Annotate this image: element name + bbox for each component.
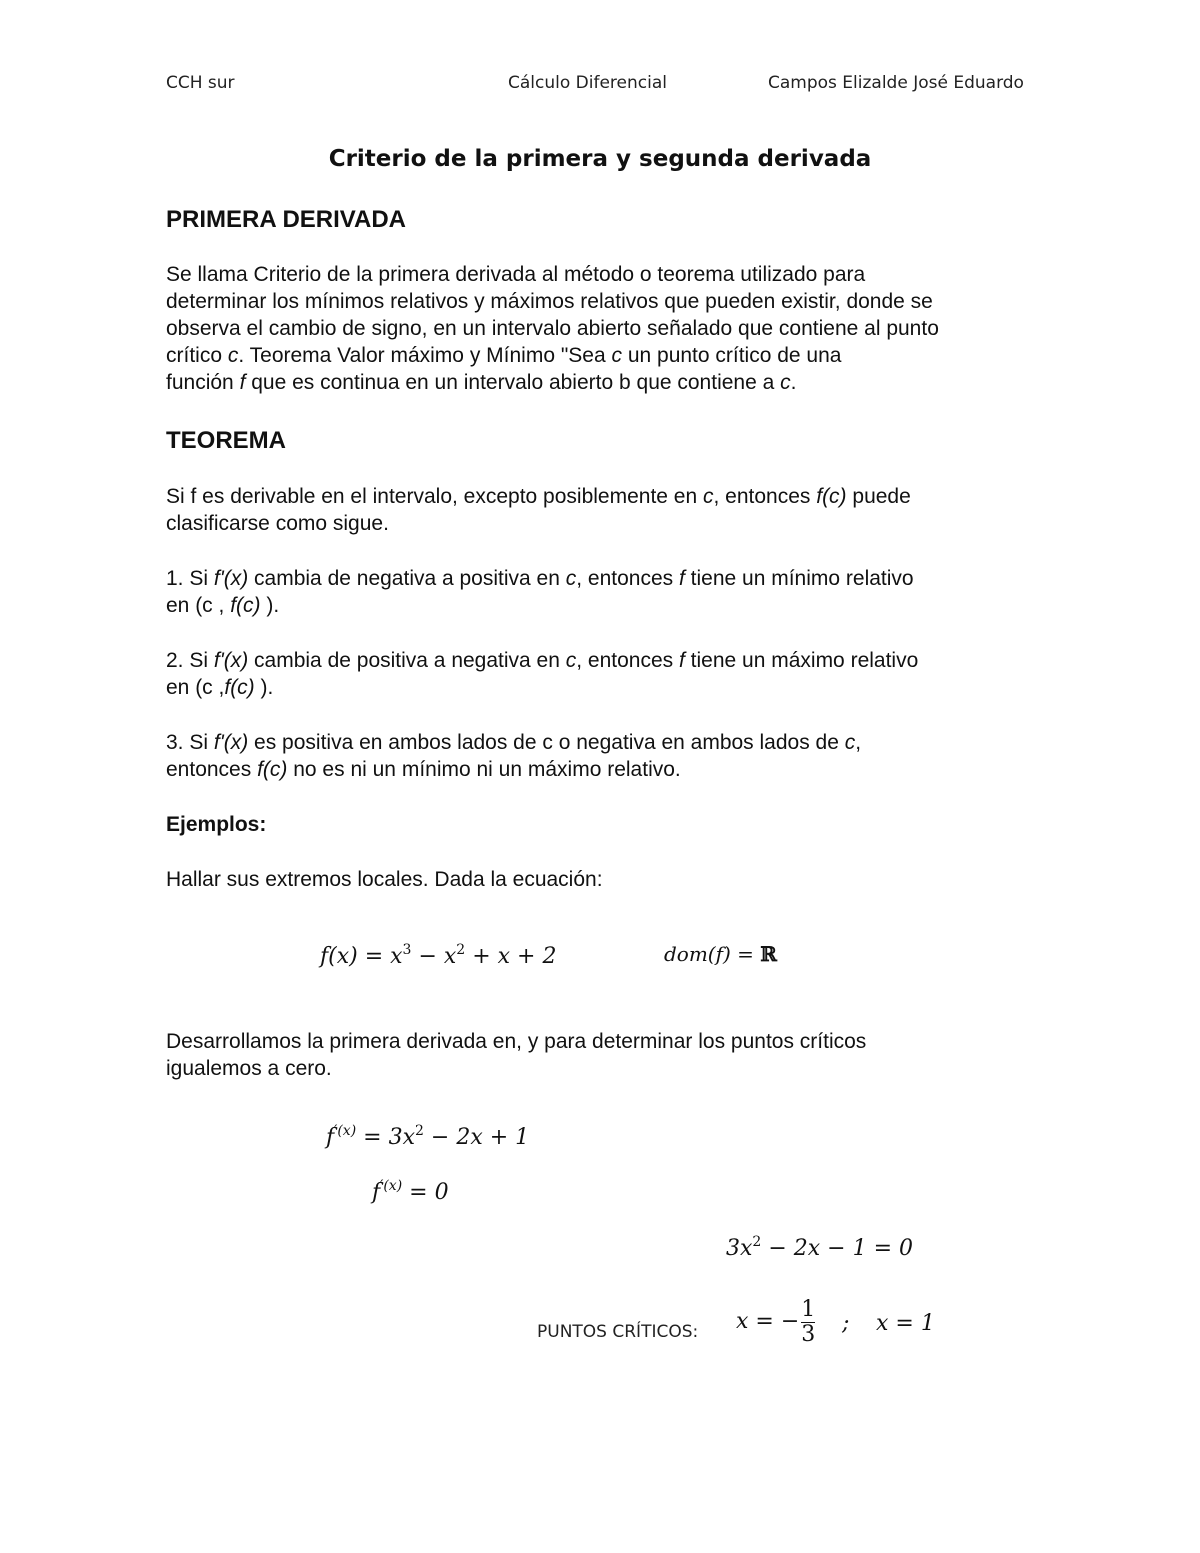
text-run: tiene un máximo relativo [684,649,919,672]
math-var-c: c [611,344,622,367]
math-exponent: 2 [456,942,466,958]
theorem-item-3 [166,729,861,756]
text-run: ). [254,676,274,699]
math-var-c: c [565,567,577,590]
math-run: x = − [736,1309,800,1334]
math-var-c: c [565,649,577,672]
math-run: − 2x − 1 = 0 [761,1236,913,1261]
page-title: Criterio de la primera y segunda derivada [328,146,872,172]
math-var-c: c [844,731,856,754]
math-var-c: c [227,344,239,367]
paragraph-line [166,483,911,510]
text-run: entonces [166,758,258,781]
equation-quadratic [726,1234,913,1261]
text-run: cambia de positiva a negativa en [248,649,566,672]
text-run: , [855,731,862,754]
text-run: no es ni un mínimo ni un máximo relativo. [287,758,681,781]
fraction-denominator: 3 [801,1321,816,1347]
equation-domain [664,942,777,966]
examples-heading: Ejemplos: [166,813,267,836]
math-superscript: ′(x) [380,1178,403,1194]
paragraph-line: igualemos a cero. [166,1057,332,1080]
math-expr-fpx: f'(x) [213,731,249,754]
header-right: Campos Elizalde José Eduardo [768,73,1024,93]
paragraph-line [166,342,841,369]
theorem-item-2-line2 [166,674,273,701]
critical-point-x2: x = 1 [876,1311,935,1336]
math-expr-fpx: f'(x) [213,649,249,672]
text-run: un punto crítico de una [621,344,842,367]
math-var-c: c [780,371,791,394]
math-var-f: f [678,649,685,672]
theorem-item-2 [166,647,918,674]
math-var-c: c [703,485,714,508]
paragraph-line: determinar los mínimos relativos y máximos relativos que pueden existir, donde se [166,290,933,313]
theorem-item-1 [166,565,914,592]
text-run: . [790,371,797,394]
equation-fx [320,942,556,969]
text-run: ). [260,594,280,617]
math-superscript: ′(x) [334,1123,357,1139]
real-numbers-symbol: ℝ [760,942,777,966]
fraction-numerator: 1 [801,1296,816,1322]
text-run: puede [846,485,911,508]
critical-point-x1 [736,1290,817,1354]
math-run: + x + 2 [465,944,557,969]
text-run: 2. Si [166,649,214,672]
math-exponent: 3 [402,942,412,958]
math-var-f: f [678,567,685,590]
paragraph-line: Desarrollamos la primera derivada en, y para determinar los puntos críticos [166,1030,867,1053]
critical-separator: ; [842,1311,850,1336]
math-run: 3x [726,1236,753,1261]
text-run: , entonces [576,567,679,590]
text-run: . Teorema Valor máximo y Mínimo "Sea [238,344,612,367]
text-run: crítico [166,344,228,367]
critical-points-label: PUNTOS CRÍTICOS: [537,1322,699,1342]
math-expr-fpx: f'(x) [213,567,249,590]
math-run: = 3x [356,1125,415,1150]
math-expr-fc: f(c) [230,594,261,617]
math-run: − x [411,944,457,969]
math-expr-fc: f(c) [816,485,847,508]
text-run: , entonces [576,649,679,672]
text-run: cambia de negativa a positiva en [248,567,566,590]
math-exponent: 2 [752,1234,762,1250]
text-run: Si f es derivable en el intervalo, excepto posiblemente en [166,485,703,508]
math-expr-fc: f(c) [224,676,255,699]
math-var-f: f [239,371,246,394]
header-left: CCH sur [166,73,235,93]
math-run: f [326,1125,335,1150]
text-run: 3. Si [166,731,214,754]
math-exponent: 2 [414,1123,424,1139]
theorem-item-1-line2 [166,592,279,619]
text-run: es positiva en ambos lados de c o negativa en ambos lados de [248,731,845,754]
text-run: 1. Si [166,567,214,590]
math-expr-fc: f(c) [257,758,288,781]
text-run: , entonces [713,485,817,508]
text-run: función [166,371,240,394]
paragraph-line: observa el cambio de signo, en un intervalo abierto señalado que contiene al punto [166,317,939,340]
math-run: f [372,1180,381,1205]
fraction [801,1298,815,1347]
paragraph-line: Se llama Criterio de la primera derivada al método o teorema utilizado para [166,263,866,286]
equation-derivative [326,1123,529,1150]
math-run: dom(f) = [664,942,761,966]
header-center: Cálculo Diferencial [508,73,667,93]
math-run: = 0 [402,1180,449,1205]
theorem-item-3-line2 [166,756,681,783]
math-run: f(x) = x [320,944,403,969]
math-run: − 2x + 1 [423,1125,530,1150]
examples-intro: Hallar sus extremos locales. Dada la ecuación: [166,868,603,891]
text-run: que es continua en un intervalo abierto b que contiene a [245,371,781,394]
section-heading-primera-derivada: PRIMERA DERIVADA [166,206,407,233]
paragraph-line [166,369,796,396]
equation-derivative-zero [372,1178,449,1205]
section-heading-teorema: TEOREMA [166,427,286,454]
text-run: en (c , [166,594,231,617]
text-run: tiene un mínimo relativo [684,567,914,590]
paragraph-line: clasificarse como sigue. [166,512,389,535]
text-run: en (c , [166,676,225,699]
